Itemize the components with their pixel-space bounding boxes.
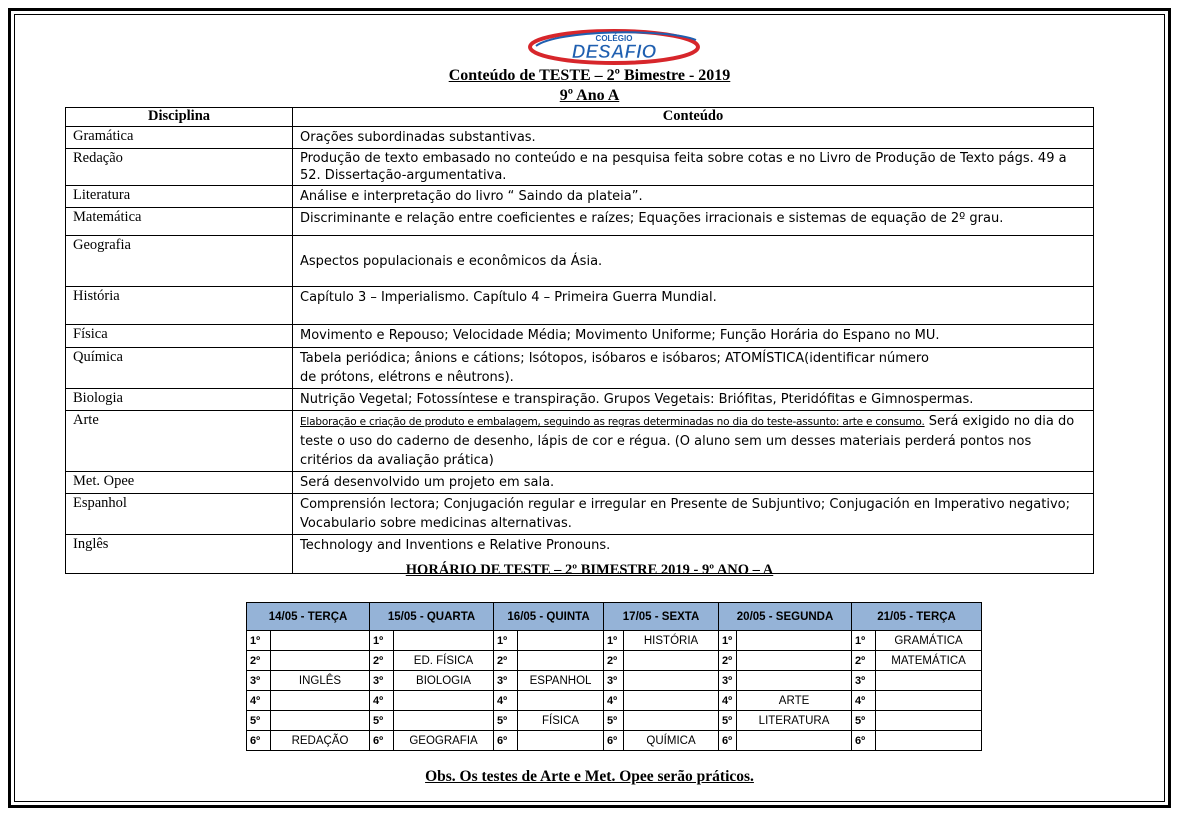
subject-cell: Inglês: [66, 535, 293, 574]
schedule-cell: [518, 731, 604, 751]
period-label: 4º: [604, 691, 624, 711]
schedule-cell: BIOLOGIA: [394, 671, 494, 691]
schedule-cell: [394, 691, 494, 711]
schedule-day-header: 17/05 - SEXTA: [604, 603, 719, 631]
period-label: 5º: [494, 711, 518, 731]
schedule-cell: [518, 651, 604, 671]
page-title: Conteúdo de TESTE – 2º Bimestre - 2019: [448, 67, 731, 84]
subject-cell: Física: [66, 325, 293, 348]
schedule-cell: ESPANHOL: [518, 671, 604, 691]
subject-cell: Redação: [66, 149, 293, 186]
period-label: 1º: [494, 631, 518, 651]
schedule-cell: [518, 631, 604, 651]
period-label: 5º: [719, 711, 737, 731]
content-cell: Technology and Inventions e Relative Pronouns.: [293, 535, 1094, 574]
table-row: [66, 389, 1094, 411]
table-row: [66, 186, 1094, 208]
schedule-cell: QUÍMICA: [624, 731, 719, 751]
period-label: 4º: [852, 691, 876, 711]
content-cell: [293, 348, 1094, 389]
schedule-cell: [518, 691, 604, 711]
schedule-cell: [624, 691, 719, 711]
schedule-cell: INGLÊS: [271, 671, 370, 691]
content-cell: Capítulo 3 – Imperialismo. Capítulo 4 – Primeira Guerra Mundial.: [293, 287, 1094, 325]
period-label: 5º: [852, 711, 876, 731]
page-subtitle: 9º Ano A: [559, 87, 620, 104]
table-row: [66, 411, 1094, 472]
content-cell: Será desenvolvido um projeto em sala.: [293, 472, 1094, 494]
schedule-cell: MATEMÁTICA: [876, 651, 982, 671]
schedule-day-header: 21/05 - TERÇA: [852, 603, 982, 631]
schedule-title: HORÁRIO DE TESTE – 2º BIMESTRE 2019 - 9º ANO – A: [405, 562, 774, 578]
content-cell: Nutrição Vegetal; Fotossíntese e transpiração. Grupos Vegetais: Briófitas, Pteridófitas e Gimnospermas.: [293, 389, 1094, 411]
content-cell: Análise e interpretação do livro “ Saindo da plateia”.: [293, 186, 1094, 208]
table-row: [66, 472, 1094, 494]
schedule-table: [246, 602, 982, 751]
content-cell: Movimento e Repouso; Velocidade Média; Movimento Uniforme; Função Horária do Espano no MU.: [293, 325, 1094, 348]
schedule-day-header: 16/05 - QUINTA: [494, 603, 604, 631]
schedule-cell: [271, 631, 370, 651]
period-label: 5º: [370, 711, 394, 731]
content-line: de prótons, elétrons e nêutrons).: [300, 370, 514, 385]
schedule-cell: [271, 711, 370, 731]
schedule-row: [247, 631, 982, 651]
period-label: 3º: [247, 671, 271, 691]
schedule-cell: [624, 651, 719, 671]
table-row: [66, 325, 1094, 348]
subject-cell: Espanhol: [66, 494, 293, 535]
schedule-row: [247, 691, 982, 711]
period-label: 3º: [852, 671, 876, 691]
schedule-cell: HISTÓRIA: [624, 631, 719, 651]
schedule-day-header: 14/05 - TERÇA: [247, 603, 370, 631]
period-label: 4º: [370, 691, 394, 711]
schedule-cell: [624, 671, 719, 691]
content-table-header: [66, 108, 1094, 127]
schedule-cell: [271, 691, 370, 711]
content-cell: [293, 411, 1094, 472]
schedule-row: [247, 711, 982, 731]
schedule-row: [247, 671, 982, 691]
table-row: [66, 149, 1094, 186]
period-label: 2º: [604, 651, 624, 671]
schedule-cell: [876, 691, 982, 711]
schedule-row: [247, 731, 982, 751]
period-label: 3º: [719, 671, 737, 691]
period-label: 6º: [604, 731, 624, 751]
content-cell: Discriminante e relação entre coeficientes e raízes; Equações irracionais e sistemas de equação de 2º grau.: [293, 208, 1094, 236]
header-conteudo: Conteúdo: [293, 108, 1094, 127]
period-label: 2º: [247, 651, 271, 671]
period-label: 1º: [852, 631, 876, 651]
table-row: [66, 236, 1094, 287]
subject-cell: Matemática: [66, 208, 293, 236]
table-row: [66, 287, 1094, 325]
subject-cell: Geografia: [66, 236, 293, 287]
schedule-cell: REDAÇÃO: [271, 731, 370, 751]
table-row: [66, 494, 1094, 535]
content-cell: Aspectos populacionais e econômicos da Ásia.: [293, 236, 1094, 287]
header-disciplina: Disciplina: [66, 108, 293, 127]
period-label: 4º: [494, 691, 518, 711]
content-cell: Comprensión lectora; Conjugación regular e irregular en Presente de Subjuntivo; Conjugación en Imperativo negativo; Vocabulario sobre medicinas alternativas.: [293, 494, 1094, 535]
period-label: 2º: [719, 651, 737, 671]
schedule-cell: GRAMÁTICA: [876, 631, 982, 651]
schedule-cell: [876, 711, 982, 731]
schedule-row: [247, 651, 982, 671]
schedule-cell: GEOGRAFIA: [394, 731, 494, 751]
footer-note: Obs. Os testes de Arte e Met. Opee serão práticos.: [425, 768, 754, 785]
period-label: 3º: [604, 671, 624, 691]
schedule-cell: [737, 651, 852, 671]
period-label: 1º: [370, 631, 394, 651]
period-label: 1º: [604, 631, 624, 651]
period-label: 3º: [370, 671, 394, 691]
subject-cell: Met. Opee: [66, 472, 293, 494]
period-label: 6º: [247, 731, 271, 751]
period-label: 5º: [247, 711, 271, 731]
school-logo: [526, 26, 702, 66]
schedule-header-row: [247, 603, 982, 631]
period-label: 6º: [719, 731, 737, 751]
schedule-day-header: 15/05 - QUARTA: [370, 603, 494, 631]
period-label: 1º: [719, 631, 737, 651]
content-cell: Orações subordinadas substantivas.: [293, 127, 1094, 149]
schedule-cell: [737, 631, 852, 651]
schedule-cell: [271, 651, 370, 671]
subject-cell: Química: [66, 348, 293, 389]
period-label: 2º: [494, 651, 518, 671]
schedule-cell: [876, 671, 982, 691]
schedule-cell: [876, 731, 982, 751]
schedule-cell: [394, 631, 494, 651]
table-row: [66, 348, 1094, 389]
schedule-cell: [737, 671, 852, 691]
content-cell: Produção de texto embasado no conteúdo e na pesquisa feita sobre cotas e no Livro de Produção de Texto págs. 49 a 52. Dissertação-argumentativa.: [293, 149, 1094, 186]
schedule-cell: FÍSICA: [518, 711, 604, 731]
period-label: 6º: [370, 731, 394, 751]
subject-cell: Literatura: [66, 186, 293, 208]
period-label: 4º: [247, 691, 271, 711]
table-row: [66, 208, 1094, 236]
content-table: [65, 107, 1094, 574]
period-label: 5º: [604, 711, 624, 731]
schedule-day-header: 20/05 - SEGUNDA: [719, 603, 852, 631]
period-label: 2º: [852, 651, 876, 671]
subject-cell: História: [66, 287, 293, 325]
period-label: 4º: [719, 691, 737, 711]
schedule-cell: ARTE: [737, 691, 852, 711]
content-text: Será exigido no dia do teste o uso do caderno de desenho, lápis de cor e régua. (O aluno sem um desses materiais perderá pontos nos critérios da avaliação prática): [300, 414, 1075, 468]
schedule-cell: [737, 731, 852, 751]
content-underlined: Elaboração e criação de produto e embalagem, seguindo as regras determinadas no dia do teste-assunto: arte e consumo.: [300, 416, 925, 428]
schedule-cell: LITERATURA: [737, 711, 852, 731]
logo-top-text: COLÉGIO: [595, 34, 633, 43]
table-row: [66, 127, 1094, 149]
period-label: 2º: [370, 651, 394, 671]
logo-main-text: DESAFIO: [571, 42, 657, 63]
period-label: 6º: [852, 731, 876, 751]
subject-cell: Arte: [66, 411, 293, 472]
subject-cell: Gramática: [66, 127, 293, 149]
period-label: 3º: [494, 671, 518, 691]
period-label: 1º: [247, 631, 271, 651]
subject-cell: Biologia: [66, 389, 293, 411]
content-line: Tabela periódica; ânions e cátions; Isótopos, isóbaros e isóbaros; ATOMÍSTICA(identificar número: [300, 351, 929, 366]
schedule-cell: ED. FÍSICA: [394, 651, 494, 671]
period-label: 6º: [494, 731, 518, 751]
schedule-cell: [394, 711, 494, 731]
schedule-cell: [624, 711, 719, 731]
